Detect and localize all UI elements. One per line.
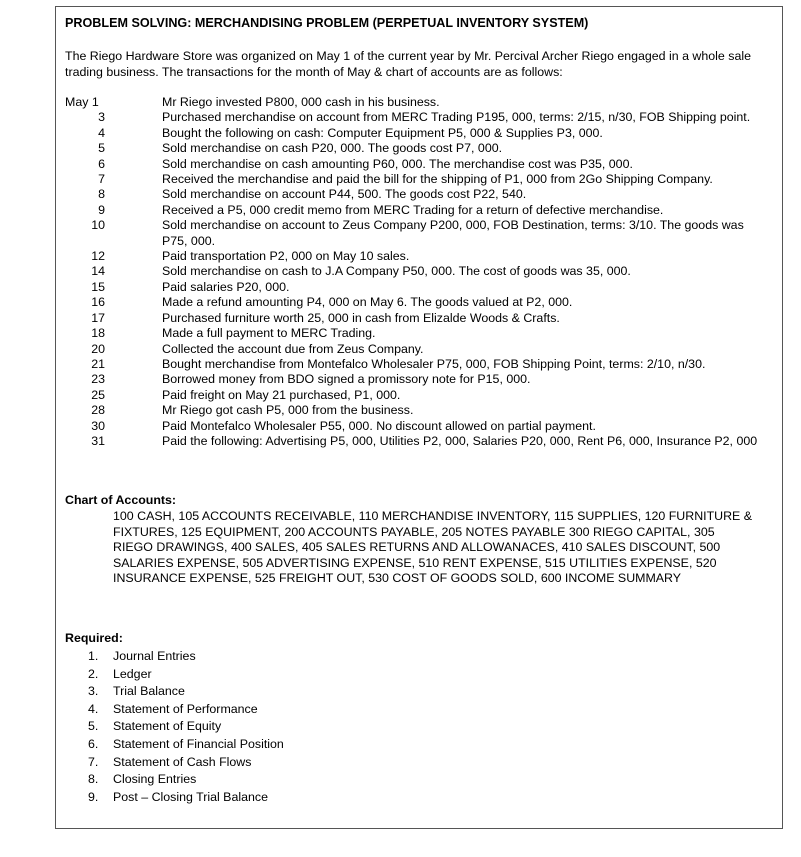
chart-of-accounts-text: 100 CASH, 105 ACCOUNTS RECEIVABLE, 110 MERCHANDISE INVENTORY, 115 SUPPLIES, 120 FURNITURE & FIXTURES, 125 EQUIPMENT, 200 ACCOUNTS PAYABLE, 205 NOTES PAYABLE 300 RIEGO CAPITAL, 305 RIEGO DRAWINGS, 400 SALES, 405 SALES RETURNS AND ALLOWANACES, 410 SALES DISCOUNT, 500 SALARIES EXPENSE, 505 ADVERTISING EXPENSE, 510 RENT EXPENSE, 515 UTILITIES EXPENSE, 520 INSURANCE EXPENSE, 525 FREIGHT OUT, 530 COST OF GOODS SOLD, 600 INCOME SUMMARY (113, 509, 753, 585)
transaction-row (55, 264, 775, 279)
transaction-description: Sold merchandise on cash P20, 000. The goods cost P7, 000. (162, 141, 503, 156)
transaction-description: Purchased furniture worth 25, 000 in cash from Elizalde Woods & Crafts. (162, 310, 560, 325)
transaction-date: 21 (91, 356, 105, 371)
transaction-row (55, 403, 775, 418)
page-title: PROBLEM SOLVING: MERCHANDISING PROBLEM (PERPETUAL INVENTORY SYSTEM) (65, 16, 589, 30)
transaction-date: 9 (98, 202, 105, 217)
transaction-row (55, 342, 775, 357)
required-item (88, 683, 284, 701)
transaction-date: 17 (91, 310, 105, 325)
transaction-description: Made a refund amounting P4, 000 on May 6. The goods valued at P2, 000. (162, 295, 573, 310)
transaction-description: Paid salaries P20, 000. (162, 279, 290, 294)
required-item-number: 3. (88, 684, 99, 699)
required-item-label: Ledger (113, 666, 152, 681)
required-item (88, 754, 284, 772)
required-item-label: Closing Entries (113, 772, 197, 787)
required-item-number: 5. (88, 719, 99, 734)
transaction-date: 10 (91, 218, 105, 233)
transaction-row (55, 187, 775, 202)
required-list (88, 648, 284, 806)
transaction-row (55, 280, 775, 295)
required-item (88, 701, 284, 719)
required-item-number: 8. (88, 772, 99, 787)
transaction-row (55, 249, 775, 264)
transaction-date: 12 (91, 249, 105, 264)
required-item (88, 771, 284, 789)
transaction-description: Sold merchandise on cash amounting P60, 000. The merchandise cost was P35, 000. (162, 156, 633, 171)
required-item (88, 666, 284, 684)
required-item-label: Statement of Performance (113, 701, 258, 716)
transaction-date: 14 (91, 264, 105, 279)
transaction-date: May 1 (65, 95, 99, 109)
transaction-row (55, 157, 775, 172)
transaction-date: 18 (91, 326, 105, 341)
transaction-description: Sold merchandise on account to Zeus Company P200, 000, FOB Destination, terms: 3/10. The goods was P75, 000. (162, 218, 744, 248)
required-item (88, 648, 284, 666)
transaction-row (55, 326, 775, 341)
transaction-row (55, 141, 775, 156)
transaction-description: Received the merchandise and paid the bill for the shipping of P1, 000 from 2Go Shipping Company. (162, 172, 713, 187)
required-item-label: Post – Closing Trial Balance (113, 789, 268, 804)
transaction-date: 28 (91, 403, 105, 418)
transaction-date: 16 (91, 295, 105, 310)
transaction-row (55, 357, 775, 372)
required-heading: Required: (65, 631, 123, 645)
transaction-description: Paid transportation P2, 000 on May 10 sales. (162, 249, 410, 264)
required-item (88, 789, 284, 807)
transaction-row (55, 434, 775, 449)
chart-of-accounts-heading: Chart of Accounts: (65, 493, 177, 507)
required-item-number: 9. (88, 789, 99, 804)
transaction-row (55, 419, 775, 434)
transaction-row (55, 295, 775, 310)
transaction-row (55, 126, 775, 141)
transaction-description: Mr Riego invested P800, 000 cash in his business. (162, 95, 440, 109)
transaction-date: 20 (91, 341, 105, 356)
transaction-row (55, 372, 775, 387)
transaction-description: Borrowed money from BDO signed a promissory note for P15, 000. (162, 372, 531, 387)
transaction-row (55, 95, 775, 110)
required-item (88, 718, 284, 736)
transaction-date: 15 (91, 279, 105, 294)
transaction-description: Bought merchandise from Montefalco Wholesaler P75, 000, FOB Shipping Point, terms: 2/10, n/30. (162, 356, 706, 371)
transaction-description: Paid freight on May 21 purchased, P1, 000. (162, 387, 401, 402)
transaction-description: Paid Montefalco Wholesaler P55, 000. No discount allowed on partial payment. (162, 418, 596, 433)
transaction-description: Paid the following: Advertising P5, 000, Utilities P2, 000, Salaries P20, 000, Rent P6, 000, Insurance P2, 000 (162, 433, 758, 448)
transaction-date: 4 (98, 125, 105, 140)
transaction-description: Received a P5, 000 credit memo from MERC Trading for a return of defective merchandise. (162, 202, 664, 217)
transaction-row (55, 311, 775, 326)
transaction-date: 5 (98, 141, 105, 156)
required-item-number: 1. (88, 649, 99, 663)
required-item-label: Statement of Cash Flows (113, 754, 252, 769)
transaction-date: 25 (91, 387, 105, 402)
required-item-number: 2. (88, 666, 99, 681)
transaction-date: 6 (98, 156, 105, 171)
required-item-number: 4. (88, 701, 99, 716)
required-item-label: Statement of Equity (113, 719, 222, 734)
required-item-number: 7. (88, 754, 99, 769)
intro-paragraph: The Riego Hardware Store was organized on May 1 of the current year by Mr. Percival Archer Riego engaged in a whole sale trading business. The transactions for the month of May & chart of accounts are as follows: (65, 49, 751, 79)
transaction-row (55, 172, 775, 187)
transaction-description: Purchased merchandise on account from MERC Trading P195, 000, terms: 2/15, n/30, FOB Shipping point. (162, 110, 751, 125)
required-item-label: Journal Entries (113, 649, 196, 663)
transaction-description: Made a full payment to MERC Trading. (162, 326, 376, 341)
required-item-number: 6. (88, 736, 99, 751)
transaction-date: 8 (98, 187, 105, 202)
transaction-description: Mr Riego got cash P5, 000 from the business. (162, 403, 414, 418)
required-item-label: Trial Balance (113, 684, 185, 699)
transaction-row (55, 110, 775, 125)
transaction-description: Sold merchandise on cash to J.A Company P50, 000. The cost of goods was 35, 000. (162, 264, 631, 279)
transaction-date: 31 (91, 433, 105, 448)
transaction-description: Collected the account due from Zeus Company. (162, 341, 424, 356)
transaction-row (55, 218, 775, 249)
transaction-date: 3 (98, 110, 105, 125)
transaction-description: Sold merchandise on account P44, 500. The goods cost P22, 540. (162, 187, 527, 202)
required-item (88, 736, 284, 754)
transaction-row (55, 388, 775, 403)
transaction-description: Bought the following on cash: Computer Equipment P5, 000 & Supplies P3, 000. (162, 125, 603, 140)
required-item-label: Statement of Financial Position (113, 736, 284, 751)
transaction-date: 30 (91, 418, 105, 433)
transaction-date: 23 (91, 372, 105, 387)
transaction-date: 7 (98, 172, 105, 187)
transaction-list (55, 95, 775, 449)
transaction-row (55, 203, 775, 218)
